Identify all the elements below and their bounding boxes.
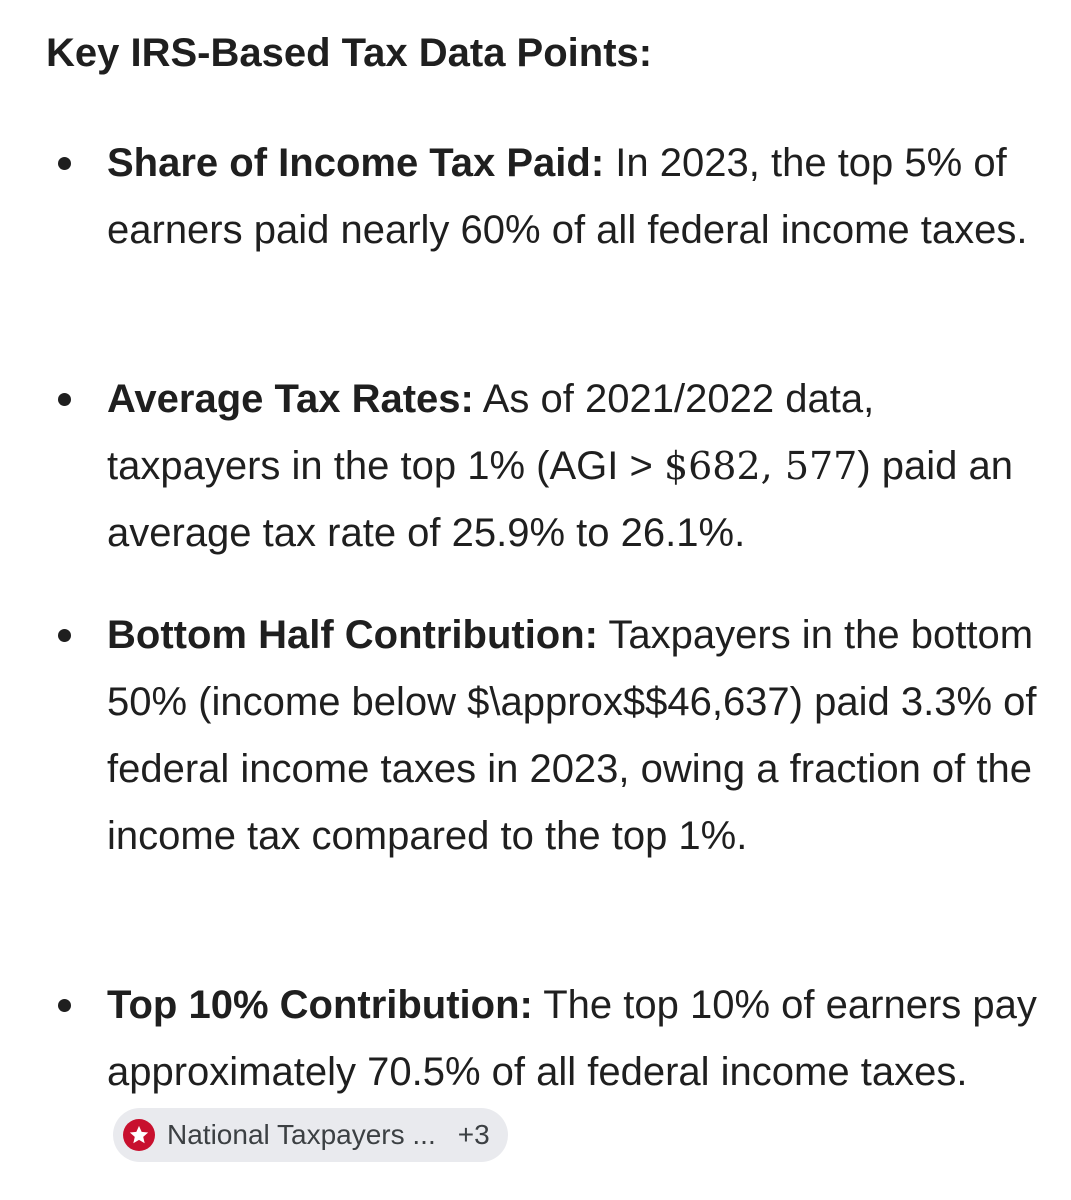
rendered-math-amount: $682, 577 (663, 444, 858, 488)
section-heading: Key IRS-Based Tax Data Points: (46, 31, 653, 75)
list-item (107, 366, 1037, 567)
list-item (107, 972, 1037, 1173)
item-text: As of 2021/2022 data, taxpayers in the top 1% (AGI > (107, 377, 875, 488)
source-chip-label: National Taxpayers ... (167, 1119, 436, 1150)
bullet-icon (58, 366, 72, 433)
bullet-icon (58, 972, 72, 1039)
item-text: In 2023, the top 5% of earners paid nearly 60% of all federal income taxes. (107, 141, 1028, 252)
item-text-continued: ) paid an average tax rate of 25.9% to 26.1%. (107, 444, 1014, 555)
source-chip[interactable] (113, 1108, 508, 1162)
item-text: Taxpayers in the bottom 50% (income below $\approx$$46,637) paid 3.3% of federal income taxes in 2023, owing a fraction of the income tax compared to the top 1%. (107, 613, 1037, 858)
item-label: Top 10% Contribution: (107, 983, 533, 1027)
item-label: Average Tax Rates: (107, 377, 474, 421)
list-item (107, 602, 1037, 870)
bullet-icon (58, 130, 72, 197)
item-label: Share of Income Tax Paid: (107, 141, 605, 185)
list-item (107, 130, 1037, 264)
item-label: Bottom Half Contribution: (107, 613, 598, 657)
bullet-icon (58, 602, 72, 669)
star-icon (123, 1119, 155, 1151)
item-text: The top 10% of earners pay approximately 70.5% of all federal income taxes. (107, 983, 1037, 1094)
source-chip-more-count: +3 (457, 1119, 490, 1150)
